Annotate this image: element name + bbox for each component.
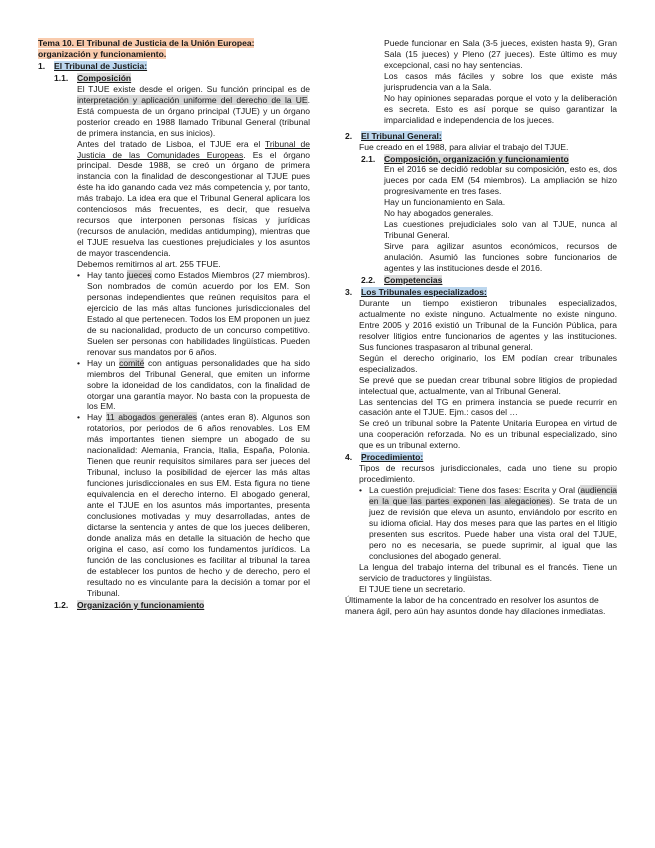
title-line-1: Tema 10. El Tribunal de Justicia de la Unión Europea: [38, 38, 255, 48]
org-line-1: Puede funcionar en Sala (3-5 jueces, existen hasta 9), Gran Sala (15 jueces) y Pleno (27 jueces). Este último es muy excepcional, casi no hay sentencias. [384, 38, 617, 70]
section-1-2-number: 1.2. [54, 599, 69, 610]
section-1-heading [38, 61, 310, 72]
paragraph-3: Debemos remitirnos al art. 255 TFUE. [77, 259, 221, 270]
section-1-1-label: Composición [77, 72, 132, 83]
section-4-label: Procedimiento: [361, 452, 424, 463]
bullet-icon: • [77, 270, 80, 281]
document-title [38, 38, 310, 60]
paragraph-1-text-b: . Está compuesta de un órgano principal (TJUE) y un órgano posterior creado en 1988 llamado Tribunal General (tribunal de primera instancia, en sus inicios). [77, 94, 310, 138]
paragraph-2 [38, 139, 310, 259]
section-2-intro: Fue creado en el 1988, para aliviar el trabajo del TJUE. [359, 141, 569, 152]
tg-line-5: Sirve para agilizar asuntos económicos, recursos de anulación. Asumió las funciones sobre funcionarios de agentes y las instituciones desde el 2016. [384, 241, 617, 274]
title-line-2: organización y funcionamiento. [38, 48, 167, 59]
specialized-line-1: Durante un tiempo existieron tribunales especializados, actualmente no existe ninguno. Actualmente no existe ninguno. Entre 2005 y 2016 existió un Tribunal de la Función Pública, para resolver litigios entre funcionarios de agentes y las instituciones. Sus funciones traspasaron al tribunal general. [359, 297, 617, 352]
bullet-prejudicial [345, 485, 617, 562]
paragraph-1 [38, 84, 310, 139]
bullet-advocates-highlight: 11 abogados generales [105, 412, 197, 423]
bullet-judges-text-a: Hay tanto [87, 270, 127, 281]
paragraph-2-text-a: Antes del tratado de Lisboa, el TJUE era el [77, 138, 265, 149]
bullet-prejudicial-highlight: audiencia en la que las partes exponen las alegaciones [369, 485, 617, 507]
bullet-advocates-text-b: (antes eran 8). Algunos son rotatorios, por periodos de 6 años renovables. Los EM más importantes tienen siempre un abogado de su nacionalidad: Alemania, Francia, Italia, España, Polonia. Tienen que reunir requisitos similares para ser jueces del Tribunal, incluso la posibilidad de ejercer las más altas funciones jurisdiccionales en sus EM. Esta figura no tiene equivalencia en el derecho interno. El abogado general, ante el TJUE en los asuntos más importantes, presenta conclusiones motivadas y muy desarrolladas, antes de dictarse la sentencia y antes de que los jueces deliberen, donde analiza más en detalle la situación de hecho que origina el caso, así como los fundamentos jurídicos. La función de las conclusiones es facilitar al tribunal la tarea de establecer los puntos de hecho y de derecho, pero el resultado no es vinculante para la decisión a tomar por el Tribunal. [87, 412, 311, 598]
section-1-1-number: 1.1. [54, 72, 69, 83]
section-2-heading [345, 131, 617, 142]
section-1-number: 1. [38, 60, 46, 71]
tg-line-1: En el 2016 se decidió redoblar su composición, esto es, dos jueces por cada EM (54 miembros). La ampliación se hizo progresivamente en tres fases. [384, 164, 617, 197]
procedure-intro: Tipos de recursos jurisdiccionales, cada uno tiene su propio procedimiento. [359, 463, 617, 485]
bullet-committee-text-b: con antiguas personalidades que ha sido miembros del Tribunal General, que emiten un informe sobre la idoneidad de los candidatos, con la finalidad de otorgar una garantía mayor. No basta con la propuesta de los EM. [87, 357, 310, 412]
tg-line-4: Las cuestiones prejudiciales solo van al TJUE, nunca al Tribunal General. [384, 219, 617, 241]
paragraph-2-text-b: . Es el órgano principal. Desde 1988, se creó un órgano de primera instancia con la finalidad de descongestionar al TJUE pues éste ha ido ganando cada vez más competencia y, por tanto, más trabajo. La idea era que el Tribunal General aplicara los contenciosos más frecuentes, es decir, que resuelva recursos que interponen personas físicas y jurídicas (recursos de anulación, medidas antidumping), mientras que el TJUE resuelva las cuestiones prejudiciales y los asuntos de mayor trascendencia. [77, 149, 310, 259]
bullet-icon: • [77, 412, 80, 423]
section-2-2-number: 2.2. [361, 275, 376, 286]
specialized-line-5: Se creó un tribunal sobre la Patente Unitaria Europea en virtud de una cooperación reforzada. No es un tribunal especializado, sino que es un tribunal externo. [359, 418, 617, 451]
bullet-icon: • [77, 357, 80, 368]
paragraph-2-underlined: Tribunal de Justicia de las Comunidades Europeas [77, 138, 310, 160]
bullet-advocates-text-a: Hay [87, 412, 106, 423]
closing-paragraph: Últimamente la labor de ha concentrado en resolver los asuntos de manera ágil, pero aún hay asuntos donde hay dilaciones inmediatas. [345, 594, 606, 616]
bullet-judges-text-b: como Estados Miembros (27 miembros). Son nombrados de común acuerdo por los EM. Son personas independientes que reúnen requisitos para el ejercicio de las más altas funciones jurisdiccionales del Estado al que pertenecen. Todos los EM proponen un juez de su nacionalidad, producto de un concurso competitivo. Suelen ser personas con habilidades lingüísticas. Pueden renovar sus mandatos por 6 años. [87, 270, 311, 357]
section-3-number: 3. [345, 286, 353, 297]
section-2-number: 2. [345, 130, 353, 141]
section-2-1-label: Composición, organización y funcionamiento [384, 153, 569, 164]
paragraph-1-text-a: El TJUE existe desde el origen. Su función principal es de [77, 83, 310, 94]
section-2-2-heading [345, 275, 617, 286]
section-1-1-heading [38, 73, 310, 84]
section-1-2-heading [38, 600, 310, 611]
section-1-2-label: Organización y funcionamiento [77, 599, 205, 610]
section-2-1-number: 2.1. [361, 153, 376, 164]
bullet-judges [38, 270, 310, 358]
bullet-committee-underlined: comité [119, 357, 145, 368]
org-line-3: No hay opiniones separadas porque el voto y la deliberación es secreta. Esto es así porque se quiso garantizar la imparcialidad e independencia de los jueces. [384, 92, 617, 125]
specialized-line-3: Se prevé que se puedan crear tribunal sobre litigios de propiedad intelectual que, actualmente, van al Tribunal General. [359, 374, 617, 396]
section-3-heading [345, 287, 617, 298]
left-column [38, 38, 310, 611]
section-2-2-label: Competencias [384, 275, 443, 286]
tg-line-3: No hay abogados generales. [384, 208, 494, 219]
section-3-label: Los Tribunales especializados: [361, 286, 487, 297]
bullet-prejudicial-text-b: ). Se trata de un juez de revisión que eleva un asunto, enviándolo por escrito en su idioma oficial. Hay dos meses para que las partes en el litigio presenten sus escritos. Puede haber una vista oral del TJUE, pero no es necesaria, se puede suprimir, al igual que las conclusiones del abogado general. [369, 496, 617, 561]
procedure-line-2: El TJUE tiene un secretario. [359, 583, 466, 594]
section-4-heading [345, 452, 617, 463]
org-line-2: Los casos más fáciles y sobre los que existe más jurisprudencia van a la Sala. [384, 70, 617, 92]
bullet-committee [38, 358, 310, 413]
section-2-1-heading [345, 154, 617, 165]
bullet-advocates [38, 412, 310, 598]
specialized-line-4: Las sentencias del TG en primera instancia se puede recurrir en casación ante el TJUE. Ejm.: casos del … [359, 396, 617, 418]
right-column [345, 38, 617, 617]
bullet-committee-text-a: Hay un [87, 357, 120, 368]
bullet-prejudicial-text-a: La cuestión prejudicial: Tiene dos fases: Escrita y Oral ( [369, 485, 581, 496]
bullet-icon: • [359, 485, 362, 496]
specialized-line-2: Según el derecho originario, los EM podían crear tribunales especializados. [359, 352, 617, 374]
section-2-label: El Tribunal General: [361, 130, 442, 141]
bullet-judges-highlight: jueces [126, 270, 152, 281]
section-4-number: 4. [345, 452, 353, 463]
tg-line-2: Hay un funcionamiento en Sala. [384, 197, 506, 208]
procedure-line-1: La lengua del trabajo interna del tribunal es el francés. Tiene un servicio de traductores y lingüistas. [359, 561, 617, 583]
section-1-label: El Tribunal de Justicia: [54, 60, 148, 71]
paragraph-1-highlight: interpretación y aplicación uniforme del derecho de la UE [77, 94, 308, 105]
